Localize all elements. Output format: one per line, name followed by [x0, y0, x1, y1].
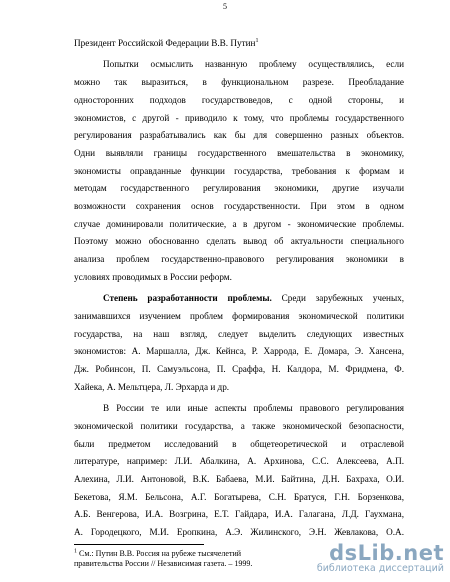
- text-line-27: А.Б. Венгерова, И.А. Возгрина, Е.Т. Гайдара, И.А. Галагана, Л.Д. Гаухмана,: [74, 509, 404, 519]
- page-number: 5: [223, 2, 227, 11]
- text-line-14: условиях проводимых в России реформ.: [74, 272, 232, 282]
- text-line-22: экономической политики государства, а также экономической безопасности,: [74, 421, 404, 431]
- text-line-6: регулирования разрабатывались как бы для совершенно разных объектов.: [74, 130, 404, 140]
- text-line-25: Алехина, Л.И. Антоновой, В.К. Бабаева, М.И. Байтина, Д.Н. Бахраха, О.И.: [74, 474, 404, 484]
- text-line-28: А. Городецкого, М.И. Еропкина, А.Э. Жилинского, Э.Н. Жевлакова, О.А.: [74, 527, 404, 537]
- section-heading: Степень разработанности проблемы.: [103, 293, 272, 303]
- footnote-marker: 1: [74, 548, 77, 555]
- watermark-logo: dsLib.net: [329, 541, 444, 565]
- text-line-20: Хайека, А. Мельтцера, Л. Эрхарда и др.: [74, 382, 230, 392]
- text-line-8: экономисты оправданные функции государства, требования к формам и: [74, 166, 404, 176]
- text-line-26: Бекетова, Я.М. Бельсона, А.Г. Богатырева, С.Н. Братуся, Г.Н. Борзенкова,: [74, 492, 404, 502]
- footnote-line-1-content: См.: Путин В.В. Россия на рубеже тысячелетий: [79, 549, 242, 558]
- text-line-19: Дж. Робинсон, П. Самуэльсона, П. Сраффа, Н. Калдора, М. Фридмена, Ф.: [74, 364, 404, 374]
- text-line-2: Попытки осмыслить названную проблему осуществлялись, если: [103, 59, 404, 69]
- text-line-4: односторонних подходов государствоведов, с одной стороны, и: [74, 95, 404, 105]
- text-line-1-content: Президент Российской Федерации В.В. Путин: [74, 38, 256, 48]
- text-line-12: Поэтому можно обоснованно сделать вывод об актуальности специального: [74, 236, 404, 246]
- text-line-7: Одни выявляли границы государственного вмешательства в экономику,: [74, 148, 404, 158]
- footnote-line-2: правительства России // Независимая газета. – 1999.: [74, 559, 253, 568]
- text-line-17: государства, на наш взгляд, следует выделить следующих известных: [74, 329, 404, 339]
- text-line-11: случае доминировали политические, а в другом - экономические проблемы.: [74, 219, 404, 229]
- text-line-21: В России те или иные аспекты проблемы правового регулирования: [103, 403, 404, 413]
- text-line-16: занимавшихся изучением проблем формирования экономической политики: [74, 311, 404, 321]
- text-line-24: литературе, например: Л.И. Абалкина, А. Архинова, С.С. Алексеева, А.П.: [74, 456, 404, 466]
- footnote-divider: [74, 544, 204, 545]
- text-line-3: можно так выразиться, в функциональном разрезе. Преобладание: [74, 77, 404, 87]
- footnote-line-1: [74, 549, 241, 558]
- footnote-ref: 1: [255, 38, 259, 44]
- watermark: [317, 541, 444, 574]
- text-line-15: [103, 293, 404, 304]
- watermark-subtitle: библиотека диссертаций: [316, 563, 444, 574]
- text-line-9: методам государственного регулирования экономики, другие изучали: [74, 183, 404, 193]
- text-line-1: [74, 38, 404, 49]
- text-line-15-content: Среди зарубежных ученых,: [281, 293, 404, 303]
- text-line-13: анализа проблем государственно-правового регулирования экономики в: [74, 254, 404, 264]
- text-line-5: экономистов, с другой - приводило к тому, что проблемы государственного: [74, 113, 404, 123]
- text-line-18: экономистов: А. Маршалла, Дж. Кейнса, Р. Харрода, Е. Домара, Э. Хансена,: [74, 346, 404, 356]
- text-line-23: были предметом исследований в общетеоретической и отраслевой: [74, 439, 404, 449]
- text-line-10: возможности сохранения основ государственности. При этом в одном: [74, 201, 404, 211]
